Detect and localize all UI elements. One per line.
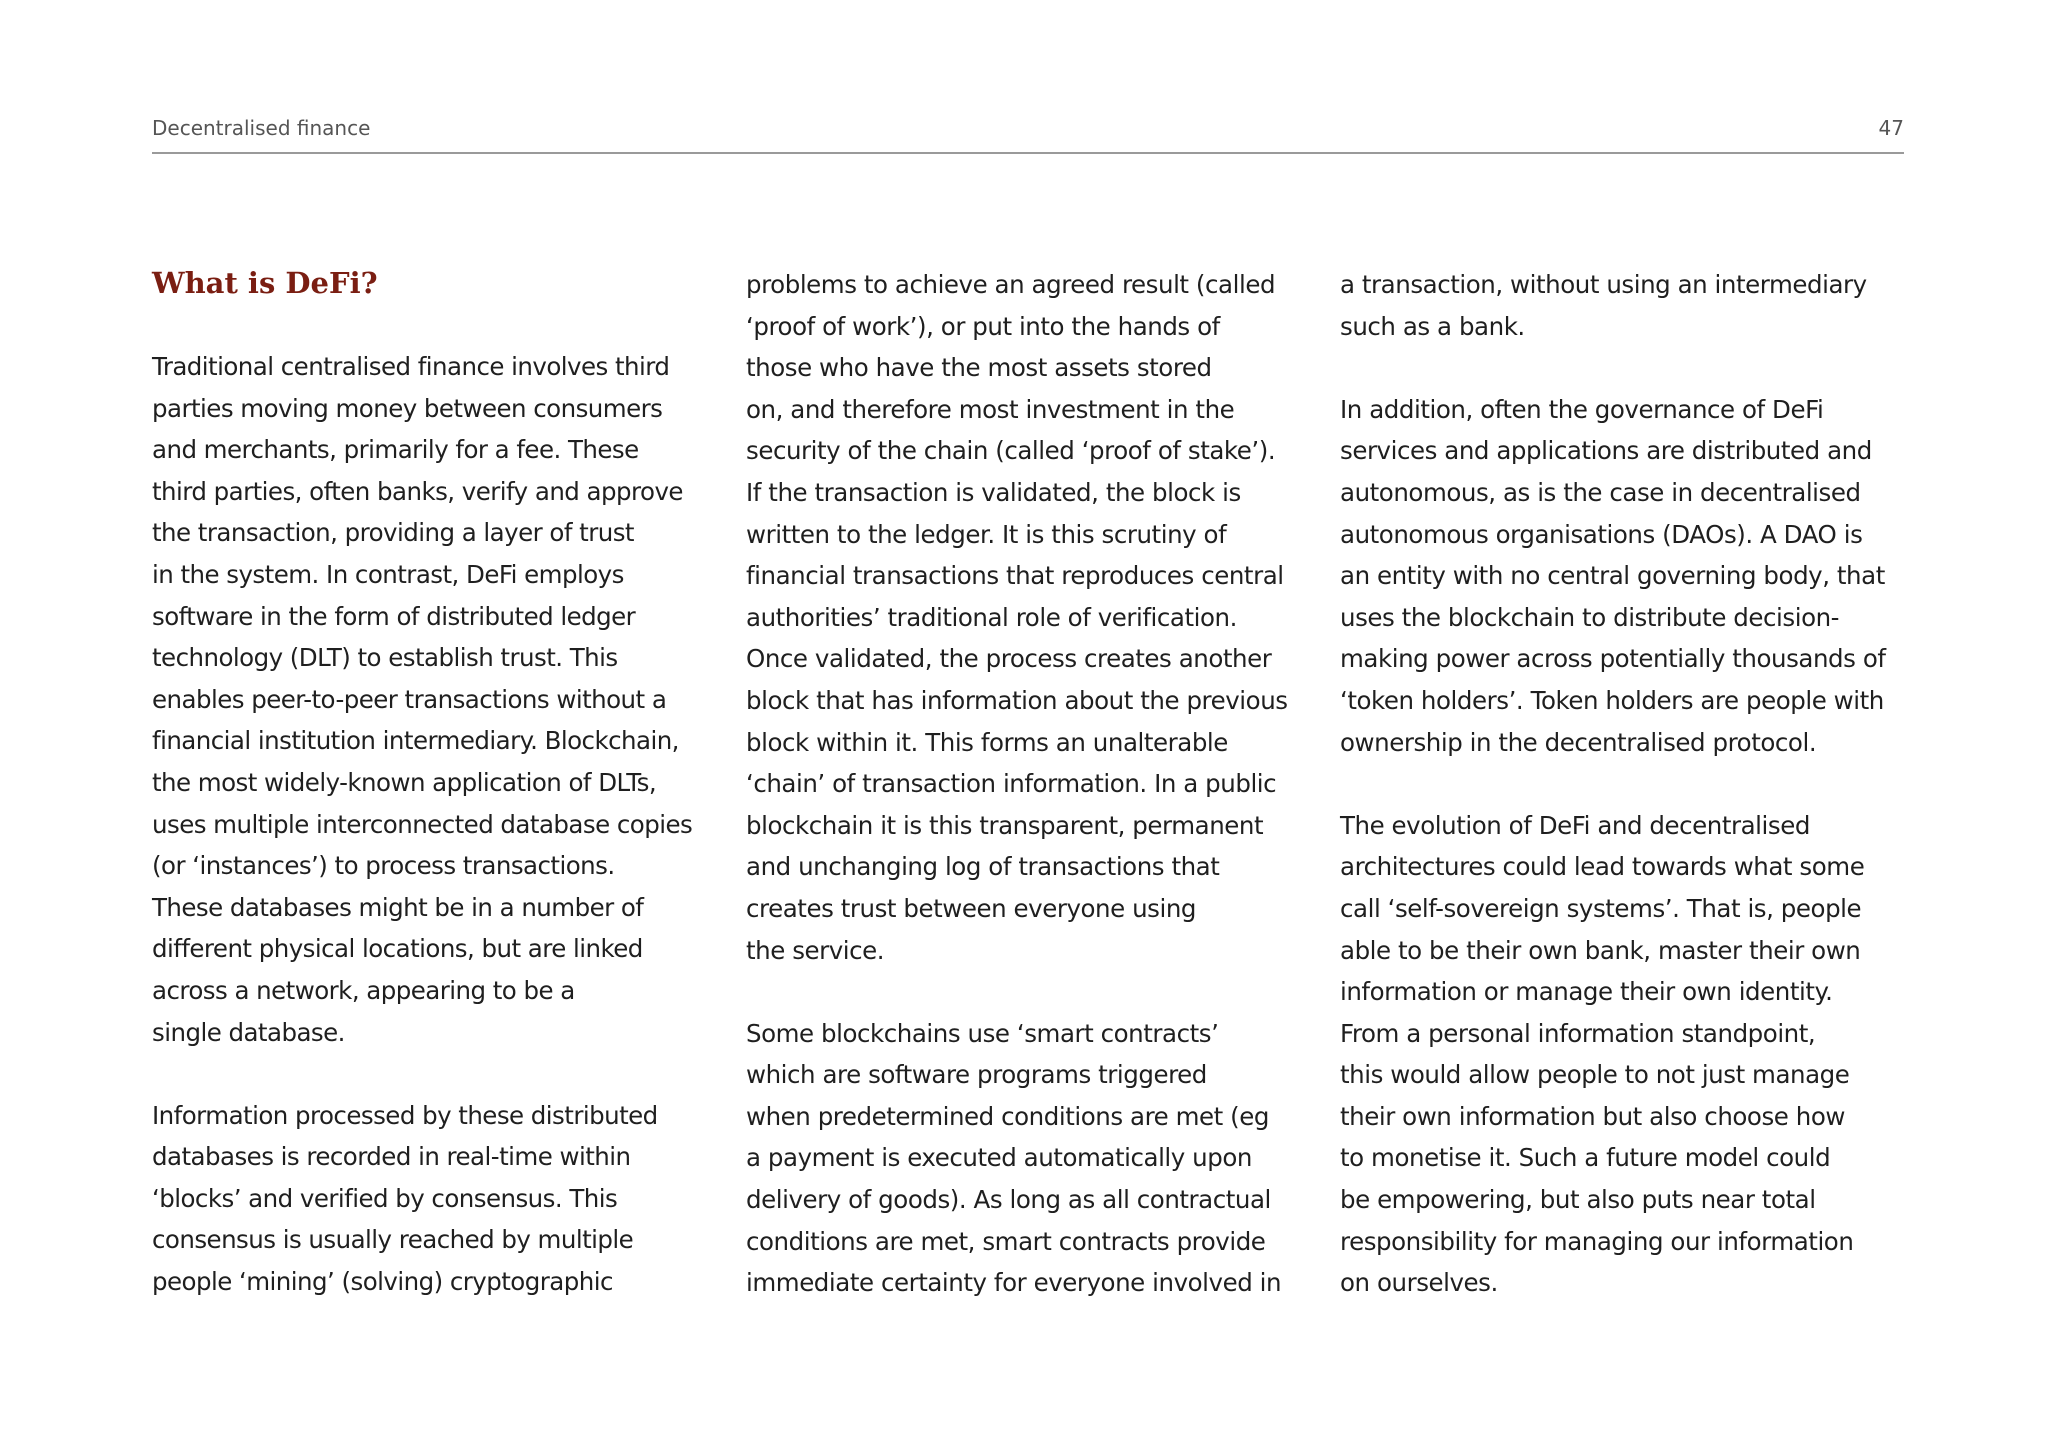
paragraph: problems to achieve an agreed result (called ‘proof of work’), or put into the hands of those who have the most assets stored on, and therefore most investment in the security of the chain (called ‘proof of stake’). If the transaction is validated, the block is written to the ledger. It is this scrutiny of financial transactions that reproduces central authorities’ traditional role of verification. Once validated, the process creates another block that has information about the previous block within it. This forms an unalterable ‘chain’ of transaction information. In a public blockchain it is this transparent, permanent and unchanging log of transactions that creates trust between everyone using the service.: [746, 270, 1288, 965]
paragraph: a transaction, without using an intermediary such as a bank.: [1340, 270, 1867, 341]
text-column-2: [746, 264, 1311, 1304]
paragraph: The evolution of DeFi and decentralised architectures could lead towards what some call ‘self-sovereign systems’. That is, people able to be their own bank, master their own information or manage their own identity. From a personal information standpoint, this would allow people to not just manage their own information but also choose how to monetise it. Such a future model could be empowering, but also puts near total responsibility for managing our information on ourselves.: [1340, 810, 1865, 1298]
section-heading: What is DeFi?: [152, 266, 378, 300]
text-column-3: [1340, 264, 1915, 1304]
paragraph: Traditional centralised finance involves third parties moving money between consumers and merchants, primarily for a fee. These third parties, often banks, verify and approve the transaction, providing a layer of trust in the system. In contrast, DeFi employs software in the form of distributed ledger technology (DLT) to establish trust. This enables peer-to-peer transactions without a financial institution intermediary. Blockchain, the most widely-known application of DLTs, uses multiple interconnected database copies (or ‘instances’) to process transactions. These databases might be in a number of different physical locations, but are linked across a network, appearing to be a single database.: [152, 352, 693, 1047]
page-header: [152, 114, 1904, 154]
text-column-1: [152, 264, 717, 1303]
page-number: 47: [1878, 116, 1904, 140]
running-title: Decentralised finance: [152, 116, 371, 140]
paragraph: In addition, often the governance of DeFi services and applications are distributed and autonomous, as is the case in decentralised autonomous organisations (DAOs). A DAO is an entity with no central governing body, that uses the blockchain to distribute decision- making power across potentially thousands of ‘token holders’. Token holders are people with ownership in the decentralised protocol.: [1340, 394, 1886, 757]
paragraph: Information processed by these distributed databases is recorded in real-time within ‘blocks’ and verified by consensus. This consensus is usually reached by multiple people ‘mining’ (solving) cryptographic: [152, 1100, 658, 1297]
paragraph: Some blockchains use ‘smart contracts’ which are software programs triggered when predetermined conditions are met (eg a payment is executed automatically upon delivery of goods). As long as all contractual conditions are met, smart contracts provide immediate certainty for everyone involved in: [746, 1018, 1282, 1298]
